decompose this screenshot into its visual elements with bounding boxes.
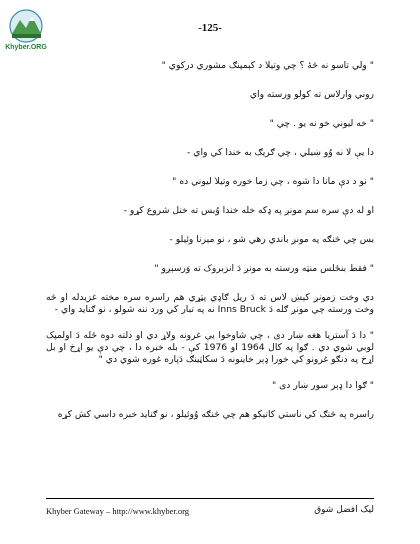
- page-number: -125-: [198, 22, 222, 34]
- paragraph: راسره په څنګ کي ناستي کاتيکو هم چي څنګه وُوئيلو ، نو ګنايد خبره داسي کش کړه: [57, 409, 374, 420]
- paragraph: " ګوا دا ډېر سور ښار دی ": [271, 380, 374, 391]
- footer-website: Khyber Gateway – http://www.khyber.org: [46, 506, 190, 516]
- paragraph: بس چي څنګه په مونږ باندي رهي شو ، نو ميرنا وئيلو -: [169, 234, 374, 245]
- paragraph: " ولي تاسو نه څۀ ؟ چي وتيلا د کېمپنګ مشوري درکوي ": [161, 60, 374, 71]
- paragraph: دا يې لا نه وُو ښيلي ، چي ګريګ به خندا کي واي -: [187, 147, 374, 158]
- paragraph: " دا دَ آستريا هغه ښار دی ، چي شاوخوا يې غرونه ولاړ دي او دلته دوه ځله دَ اولمپک لوبي شوي دي . ګوا په کال 1964 او 1976 کې - بله خبره دا ، چي دې يو اړخ او بل اړخ په دنګو غرونو کي خورا ډېر خاينونه دَ سکاټينګ دَپاره غوره شوي دي ": [46, 330, 374, 365]
- paragraph: او له دې سره سم مونږ په ډکه خله خندا وُبس ته خنل شروع کړو -: [123, 205, 374, 216]
- logo-text: Khyber.ORG: [5, 44, 47, 51]
- paragraph: " فقط بنځلس منټه ورسته به مونږ دَ انزبروک ته وَرسېږو ": [154, 263, 374, 274]
- document-body: [46, 60, 374, 438]
- footer-divider: [46, 498, 374, 499]
- footer-author: ليک افضل شوق: [314, 505, 374, 515]
- paragraph: دي وخت زمونږ کېښ لاس ته دَ ريل ګاډي پټړي هم راسره سره مخته غزيدله او څه وخت ورسته چي مونږ ګله دَ Inns Bruck نه په تبار کي ورد ننه شولو ، نو ګنايد واي -: [46, 292, 374, 315]
- paragraph: روني وارلاس ته کولو ورسته واي: [249, 89, 374, 100]
- paragraph: " خه ليوني خو نه یو . چي ": [269, 118, 374, 129]
- paragraph: " نو د دې مانا دا شوه ، چي زما خوره وتيلا ليوني ده ": [172, 176, 374, 187]
